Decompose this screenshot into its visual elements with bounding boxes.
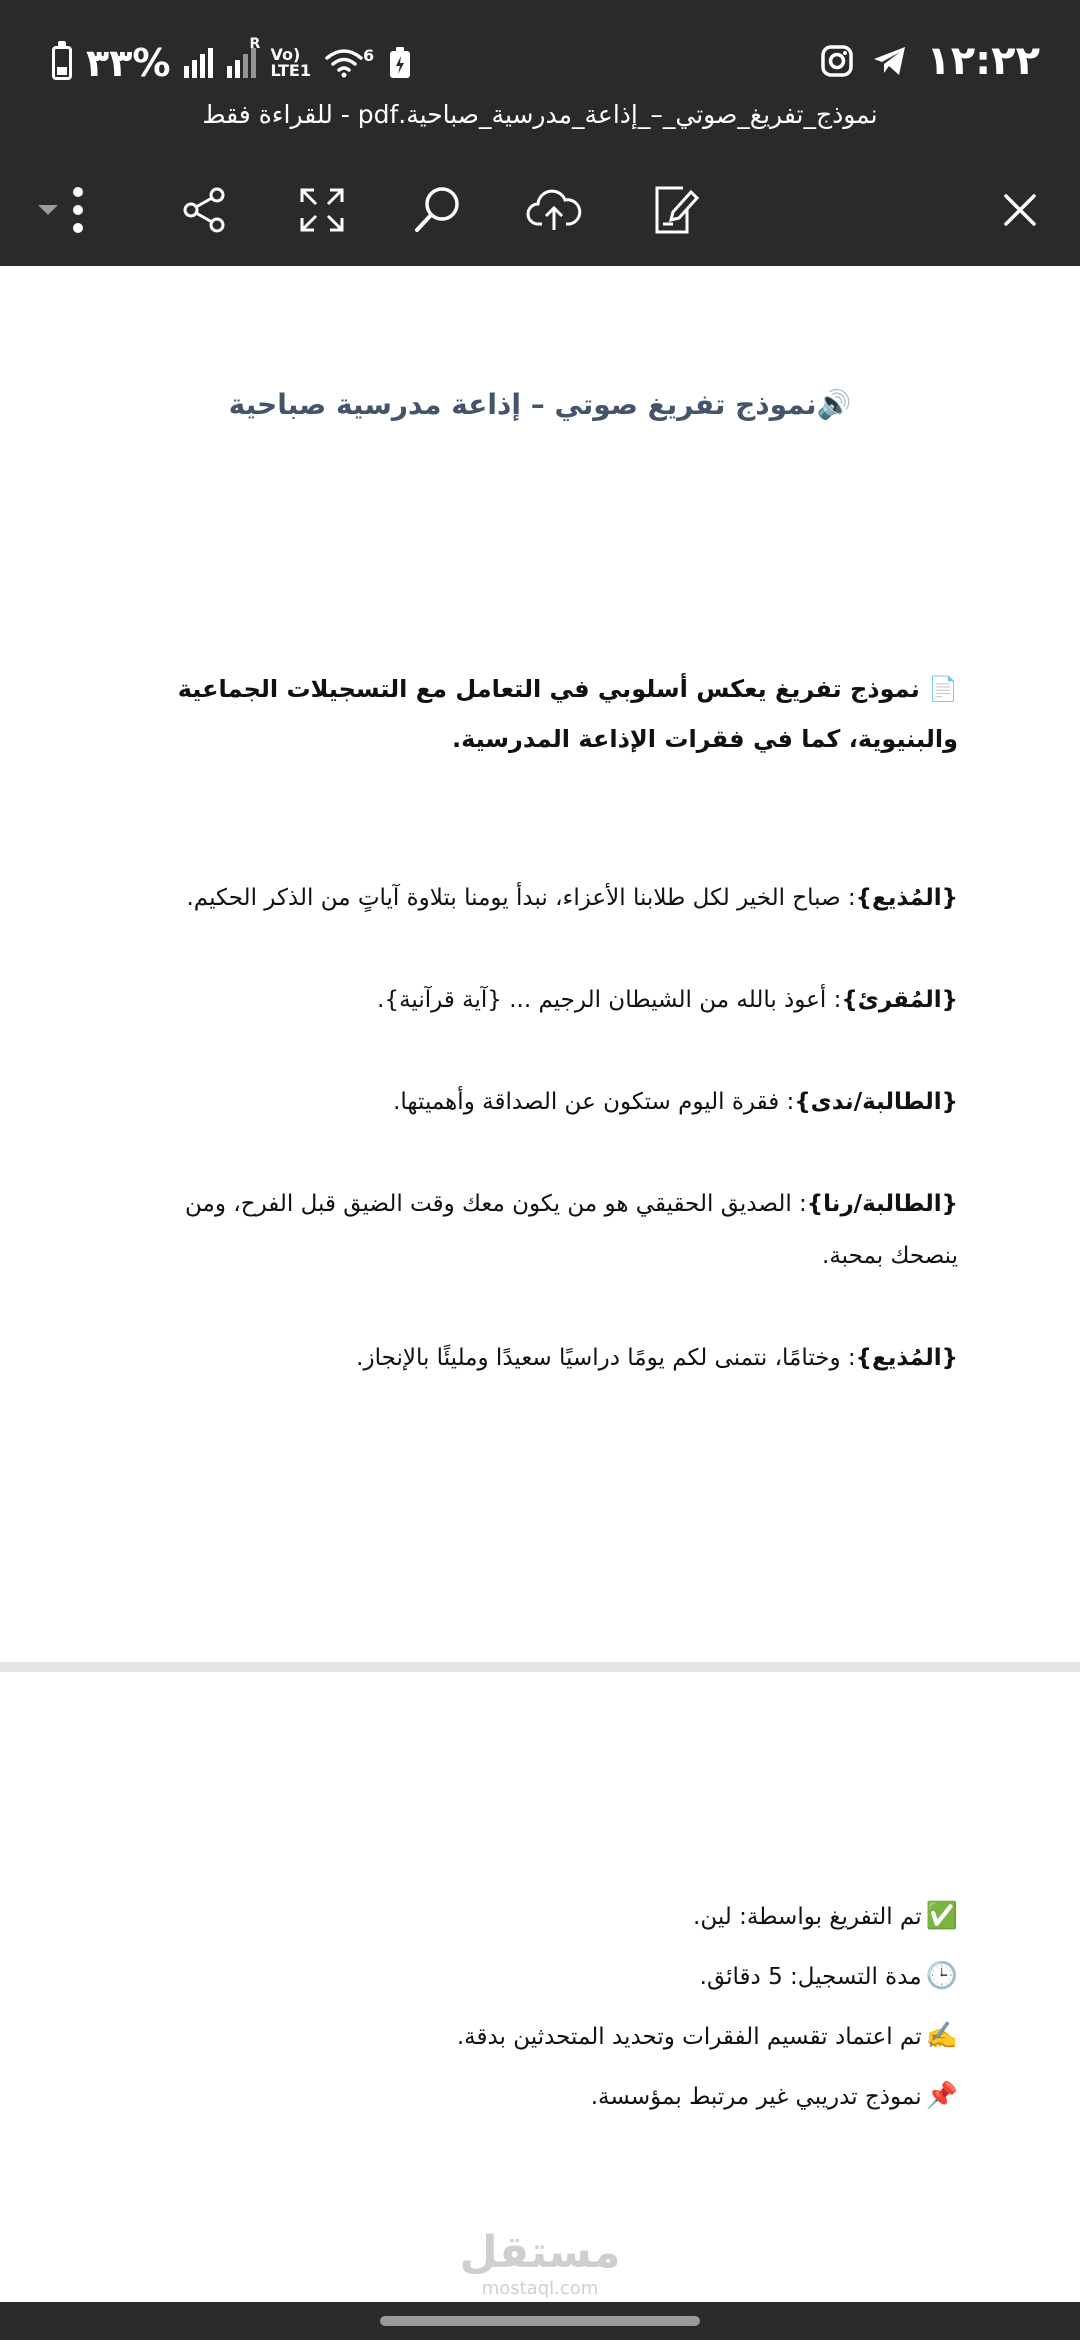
speaker-label: {المُقرئ} bbox=[841, 987, 958, 1013]
watermark bbox=[0, 2228, 1080, 2300]
battery-percentage: %٣٣ bbox=[86, 41, 171, 85]
transcript-line bbox=[122, 872, 958, 924]
document-intro: 📄 نموذج تفريغ يعكس أسلوبي في التعامل مع التسجيلات الجماعية والبنيوية، كما في فقرات الإذاعة المدرسية. bbox=[177, 675, 958, 753]
transcript-line bbox=[122, 1178, 958, 1282]
note-item bbox=[693, 1896, 958, 1937]
pdf-page-2 bbox=[0, 1672, 1080, 2302]
speaker-text: : وختامًا، نتمنى لكم يومًا دراسيًا سعيدًا ومليئًا بالإنجاز. bbox=[356, 1345, 856, 1371]
speaker-text: : فقرة اليوم ستكون عن الصداقة وأهميتها. bbox=[393, 1089, 795, 1115]
clock: ١٢:٢٢ bbox=[926, 38, 1040, 84]
watermark-latin: mostaql.com bbox=[481, 2278, 599, 2299]
edit-button[interactable] bbox=[644, 180, 704, 240]
kebab-menu-icon bbox=[72, 186, 84, 234]
roaming-label: R bbox=[249, 36, 261, 52]
signal-strength-2-icon bbox=[227, 36, 261, 78]
wifi-icon bbox=[325, 47, 363, 79]
speaker-text: : أعوذ بالله من الشيطان الرجيم ... {آية قرآنية}. bbox=[377, 987, 842, 1013]
clock-icon: 🕒 bbox=[925, 1961, 958, 1991]
watermark-arabic: مستقل bbox=[459, 2227, 621, 2278]
status-bar bbox=[0, 0, 1080, 100]
speaker-label: {المُذيع} bbox=[855, 1345, 958, 1371]
speaker-label: {المُذيع} bbox=[855, 885, 958, 911]
close-button[interactable] bbox=[990, 180, 1050, 240]
share-button[interactable] bbox=[174, 180, 234, 240]
expand-icon bbox=[298, 186, 346, 234]
speaker-label: {الطالبة/ندى} bbox=[794, 1089, 958, 1115]
cloud-upload-icon bbox=[526, 186, 582, 234]
signal-strength-icon bbox=[184, 48, 213, 78]
note-text: مدة التسجيل: 5 دقائق. bbox=[699, 1964, 922, 1990]
pdf-page-1 bbox=[0, 266, 1080, 1662]
document-title: 🔊نموذج تفريغ صوتي – إذاعة مدرسية صباحية bbox=[228, 388, 852, 421]
status-left-group bbox=[52, 38, 412, 88]
transcript-line bbox=[122, 1332, 958, 1384]
note-item bbox=[457, 2016, 958, 2057]
more-options-button[interactable] bbox=[20, 180, 100, 240]
speaker-text: : الصديق الحقيقي هو من يكون معك وقت الضيق قبل الفرح، ومن ينصحك بمحبة. bbox=[185, 1191, 958, 1269]
edit-document-icon bbox=[649, 184, 699, 236]
pushpin-icon: 📌 bbox=[925, 2081, 958, 2111]
search-icon bbox=[412, 184, 464, 236]
status-right-group bbox=[820, 36, 1040, 86]
note-text: تم التفريغ بواسطة: لين. bbox=[693, 1904, 922, 1930]
data-badge: 6 bbox=[363, 45, 375, 65]
dropdown-arrow-icon bbox=[36, 203, 60, 217]
fullscreen-button[interactable] bbox=[292, 180, 352, 240]
note-text: نموذج تدريبي غير مرتبط بمؤسسة. bbox=[590, 2084, 922, 2110]
file-title: نموذج_تفريغ_صوتي_–_إذاعة_مدرسية_صباحية.pdf - للقراءة فقط bbox=[202, 100, 878, 129]
close-icon bbox=[1002, 192, 1038, 228]
note-item bbox=[700, 1956, 958, 1997]
transcript-line bbox=[122, 974, 958, 1026]
upload-button[interactable] bbox=[524, 180, 584, 240]
battery-saver-icon bbox=[388, 46, 412, 80]
navigation-bar bbox=[0, 2302, 1080, 2340]
viewer-toolbar bbox=[0, 160, 1080, 250]
speaker-label: {الطالبة/رنا} bbox=[806, 1191, 958, 1217]
instagram-icon bbox=[820, 44, 854, 78]
check-icon: ✅ bbox=[925, 1901, 958, 1931]
page-separator bbox=[0, 1662, 1080, 1672]
search-button[interactable] bbox=[408, 180, 468, 240]
app-header bbox=[0, 0, 1080, 266]
telegram-icon bbox=[872, 45, 908, 77]
note-item bbox=[591, 2076, 958, 2117]
share-icon bbox=[179, 185, 229, 235]
transcript-line bbox=[122, 1076, 958, 1128]
battery-icon bbox=[52, 46, 72, 80]
network-type-label: Vo) LTE1 bbox=[270, 45, 311, 80]
note-text: تم اعتماد تقسيم الفقرات وتحديد المتحدثين بدقة. bbox=[456, 2024, 922, 2050]
writing-hand-icon: ✍️ bbox=[925, 2021, 958, 2051]
home-gesture-handle[interactable] bbox=[380, 2316, 700, 2326]
speaker-text: : صباح الخير لكل طلابنا الأعزاء، نبدأ يومنا بتلاوة آياتٍ من الذكر الحكيم. bbox=[186, 885, 856, 911]
